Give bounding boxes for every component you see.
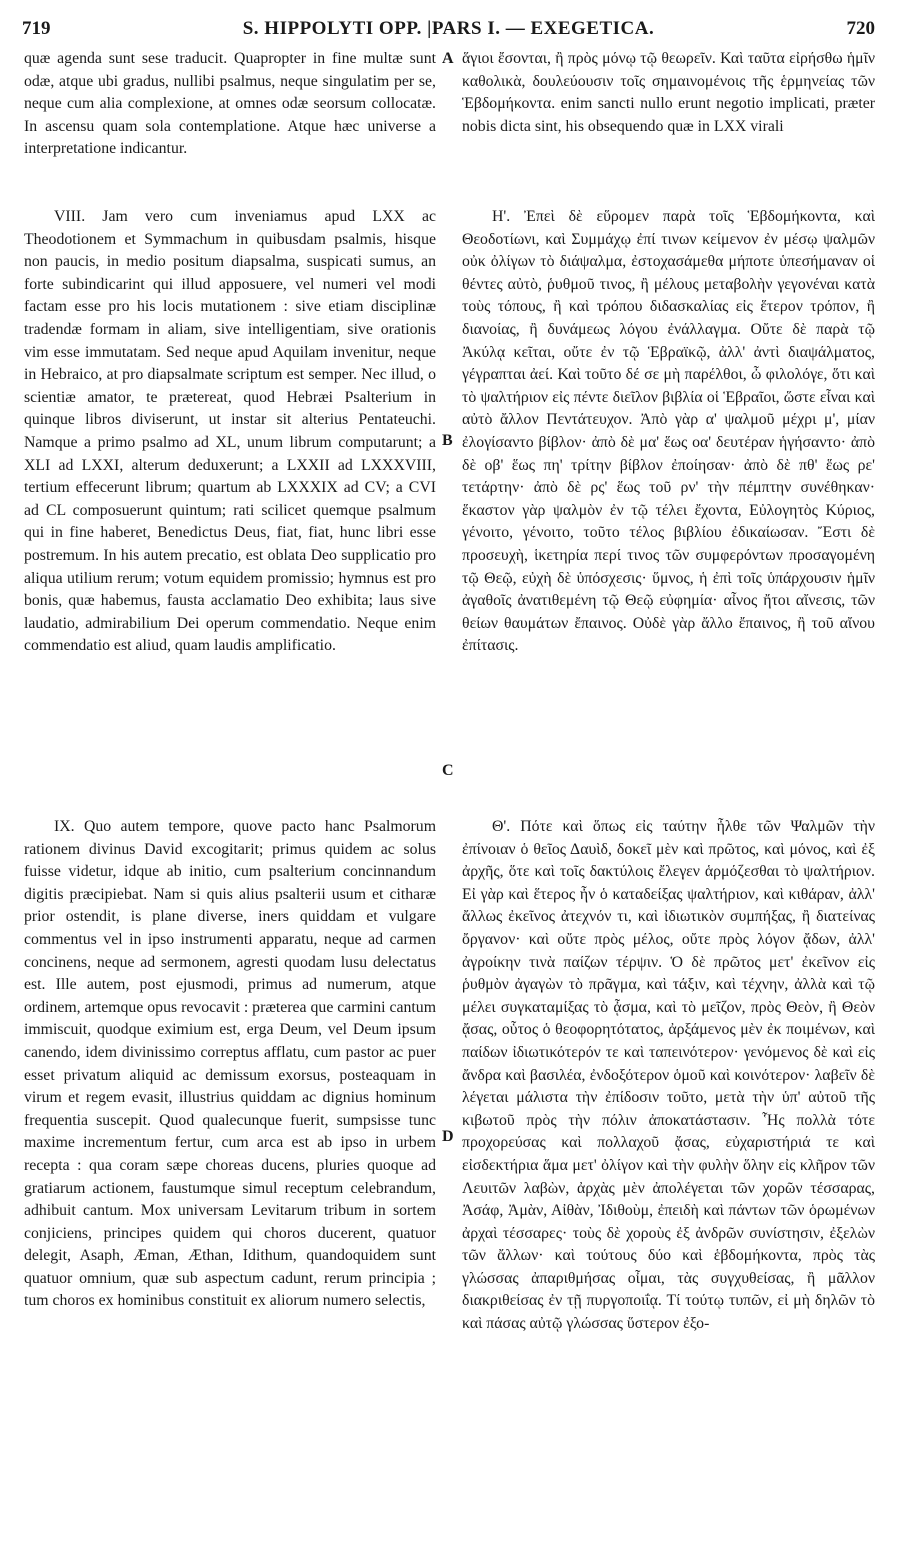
- latin-column-intro: [24, 48, 436, 161]
- latin-paragraph-viii: VIII. Jam vero cum inveniamus apud LXX ac Theodotionem et Symmachum in quibusdam psalmis, hisque non paucis, in medio positum diapsalma, suspicati sumus, an forte subindicarint qui illud apposuere, vel numeri vel modi factam esse pro his locis mutationem : sive etiam disciplinæ tradendæ formam in aliam, sive intelligentiam, sive orationis vim esse immutatam. Sed neque apud Aquilam invenitur, neque in Hebraico, at pro diapsalmate scriptum est semper. Nec illud, o scientiæ amator, te prætereat, quod Hebræi Psalterium in quinque libros diviserunt, ut instar sit alterius Pentateuchi. Namque a primo psalmo ad XL, unum librum computarunt; a XLI ad LXXI, alterum deduxerunt; a LXXII ad LXXXVIII, tertium effecerunt librum; quartum ab LXXXIX ad CV; a CVI ad CL composuerunt quintum; rati scilicet quemque psalmum qui in fine haberet, Benedictus Deus, fiat, fiat, hunc libri esse postremum. In his autem precatio, est oblata Deo supplicatio pro aliqua utilium rerum; votum equidem promissio; hymnus est pro bonis, quæ habemus, fausta acclamatio Deo exhibita; laus sive laudatio, admirabilium Dei operum commendatio. Neque enim commendatio est aliud, quam laudis amplificatio.: [24, 208, 436, 655]
- greek-paragraph-viii: Η'. Ἐπεὶ δὲ εὕρομεν παρὰ τοῖς Ἑβδομήκοντα, καὶ Θεοδοτίωνι, καὶ Συμμάχῳ ἐπί τινων κείμενον ἐν μέσῳ ψαλμῶν οὐκ ὀλίγων τὸ διάψαλμα, ἐστοχασάμεθα μήποτε ὑπεσήμαναν οἱ θέντες αὐτὸ, ῥυθμοῦ τινος, ἢ μέλους μεταβολὴν γεγονέναι κατὰ τοὺς τόπους, ἢ καὶ τρόπου διδασκαλίας εἰς ἕτερον τρόπον, ἢ διανοίας, ἢ δυνάμεως λόγου ἐνάλλαγμα. Οὔτε δὲ παρὰ τῷ Ἀκύλᾳ κεῖται, οὔτε ἐν τῷ Ἑβραϊκῷ, ἀλλ' ἀντὶ διαψάλματος, γέγραπται ἀεί. Καὶ τοῦτο δέ σε μὴ παρέλθοι, ὦ φιλολόγε, ὅτι καὶ τὸ ψαλτήριον εἰς πέντε διεῖλον βιβλία οἱ Ἑβραῖοι, ὥστε εἶναι καὶ αὐτὸ ἄλλον Πεντάτευχον. Ἀπὸ γὰρ α' ψαλμοῦ μέχρι μ', μίαν ἐλογίσαντο βίβλον· ἀπὸ δὲ μα' ἕως οα' δευτέραν ἡγήσαντο· ἀπὸ δὲ οβ' ἕως πη' τρίτην βίβλον ἐποίησαν· ἀπὸ δὲ πθ' ἕως ρε' τετάρτην· ἀπὸ δὲ ρς' ἕως τοῦ ρν' τὴν πέμπτην συνέθηκαν· ἕκαστον γὰρ ψαλμὸν ἐν τῷ τέλει ἔχοντα, Εὐλογητὸς Κύριος, γένοιτο, γένοιτο, τοῦτο τέλος βιβλίου ἐδικαίωσαν. Ἔστι δὲ προσευχὴ, ἱκετηρία περί τινος τῶν συμφερόντων προσαγομένη τῷ Θεῷ, εὐχὴ δὲ ὑπόσχεσις· ὕμνος, ἡ ἐπὶ τοῖς ὑπάρχουσιν ἡμῖν ἀγαθοῖς ἀνατιθεμένη τῷ Θεῷ εὐφημία· αἶνος ἤτοι αἴνεσις, τῶν θείων θαυμάτων ἔπαινος. Οὐδὲ γὰρ ἄλλο ἔπαινος, ἢ τοῦ αἴνου ἐπίτασις.: [462, 208, 875, 655]
- margin-letter-d: D: [442, 1128, 454, 1145]
- greek-column-intro: [462, 48, 875, 138]
- margin-letter-c: C: [442, 762, 454, 779]
- latin-column-section-ix: [24, 816, 436, 1313]
- page-number-left: 719: [22, 18, 51, 39]
- page-header: [22, 18, 875, 42]
- running-title: S. HIPPOLYTI OPP. |PARS I. — EXEGETICA.: [242, 18, 655, 39]
- latin-paragraph-ix: IX. Quo autem tempore, quove pacto hanc Psalmorum rationem divinus David excogitarit; primus quidem ac solus fuisse videtur, idque ab initio, cum psalterium concinnandum digitis præcipiebat. Nam si quis alius psalterii usum et citharæ prior ostendit, is plane diverse, iners quiddam et vulgare commentus vel in ipso instrumenti apparatu, neque ad carmen concinens, neque ad sermonem, agresti quodam lusu delectatus est. Ille autem, post ejusmodi, primus ad numerum, atque ordinem, artemque opus revocavit : præterea que carmini cantum immiscuit, quodque eximium est, erga Deum, vel Deum ipsum canendo, idem divinissimo correptus afflatu, cum pastor ac puer esset privatum aliquid ac demissum exorsus, posteaquam in virum et regem evasit, illustrius quiddam ac dignius hominum frequentia suscepit. Quod qualecunque fuerit, sumpsisse tunc maxime incrementum fertur, cum arca est ab ipso in urbem recepta : qua coram sæpe choreas ducens, pluries quoque ad gratiarum actionem, faustumque simul receptum celebrandum, adhibuit cantum. Mox universam Levitarum tribum in sortem conjiciens, principes quidem qui choros ducerent, quatuor delegit, Asaph, Æman, Æthan, Idithum, quandoquidem sunt quatuor omnium, quæ sub aspectum cadunt, rerum principia ; tum choros ex hominibus constituit ex aliorum numero selectis,: [24, 818, 436, 1310]
- margin-letter-b: B: [442, 432, 453, 449]
- margin-letter-a: A: [442, 50, 454, 67]
- latin-paragraph-intro: quæ agenda sunt sese traducit. Quapropter in fine multæ sunt odæ, atque ubi gradus, nullibi psalmus, neque singulatim per se, neque cum alia complexione, at omnes odæ seorsum collocatæ. In ascensu quam sola contemplatione. Atque hæc universe a interpretatione indicantur.: [24, 50, 436, 158]
- greek-column-section-viii: [462, 206, 875, 658]
- greek-column-section-ix: [462, 816, 875, 1336]
- greek-paragraph-ix: Θ'. Πότε καὶ ὅπως εἰς ταύτην ἦλθε τῶν Ψαλμῶν τὴν ἐπίνοιαν ὁ θεῖος Δαυὶδ, δοκεῖ μὲν καὶ πρῶτος, καὶ μόνος, καὶ ἐξ ἀρχῆς, ὅτε καὶ τοῖς δακτύλοις ἔλεγεν ἁρμόζεσθαι τὸ ψαλτήριον. Εἰ γὰρ καὶ ἕτερος ἦν ὁ καταδείξας ψαλτήριον, καὶ κιθάραν, ἀλλ' ἄλλως ἐκεῖνος ἀτεχνόν τι, καὶ ἰδιωτικὸν συμπήξας, ἢ διατείνας ὄργανον· καὶ οὔτε πρὸς μέλος, οὔτε πρὸς λόγον ᾄδων, ἀλλ' ἀγροίκην τινὰ παίζων τέρψιν. Ὁ δὲ πρῶτος μετ' ἐκεῖνον εἰς ῥυθμὸν ἀγαγὼν τὸ πρᾶγμα, καὶ τάξιν, καὶ τέχνην, ἀλλὰ καὶ τῷ μέλει συγκαταμίξας τὸ ᾆσμα, καὶ τὸ μεῖζον, πρὸς Θεὸν, ἢ Θεὸν ᾄσας, οὗτος ὁ θεοφορητότατος, ἀρξάμενος μὲν ἐκ ποιμένων, καὶ παίδων ἰδιωτικότερόν τε καὶ ταπεινότερον· γενόμενος δὲ καὶ εἰς ἄνδρα καὶ βασιλέα, ἐνδοξότερον ὁμοῦ καὶ κοινότερον· λαβεῖν δὲ λέγεται μάλιστα τὴν ἐπίδοσιν τοῦτο, μετὰ τὴν ὑπ' αὐτοῦ τῆς κιβωτοῦ πρὸς τὴν πόλιν ἀποκατάστασιν. Ἧς πολλὰ τότε προχορεύσας καὶ πολλαχοῦ ᾄσας, εὐχαριστήριά τε καὶ εἰσδεκτήρια ἅμα μετ' ὀλίγον καὶ τὴν φυλὴν ὅλην εἰς κλῆρον τῶν Λευιτῶν λαβὼν, ἀρχὰς μὲν ἀπολέγεται τῶν χορῶν τέσσαρας, Ἀσάφ, Ἀμὰν, Αἰθὰν, Ἰδιθοὺμ, ἐπειδὴ καὶ πάντων τῶν ὁρωμένων ἀρχαὶ τέσσαρες· τοὺς δὲ χοροὺς ἐξ ἀνδρῶν συνίστησιν, ἐξελὼν τῶν ἄλλων· καὶ τούτους δύο καὶ ἑβδομήκοντα, πρὸς τὰς γλώσσας ἀπαριθμήσας οἶμαι, τὰς συγχυθείσας, ἢ μᾶλλον διακριθείσας ἐν τῇ πυργοποιΐᾳ. Τί τούτῳ τυπῶν, εἰ μὴ δηλῶν τὸ καὶ πάσας αὐτῷ γλώσσας ὕστερον ἐξο-: [462, 818, 875, 1333]
- greek-paragraph-intro: ἅγιοι ἔσονται, ἢ πρὸς μόνῳ τῷ θεωρεῖν. Καὶ ταῦτα εἰρήσθω ἡμῖν καθολικὰ, δουλεύουσιν τοῖς σημαινομένοις τῆς ἑρμηνείας τῶν Ἑβδομήκοντα. enim sancti nullo erunt negotio implicati, præter nobis dicta sint, his obsequendo quæ in LXX virali: [462, 50, 875, 135]
- latin-column-section-viii: [24, 206, 436, 658]
- page-number-right: 720: [846, 18, 875, 39]
